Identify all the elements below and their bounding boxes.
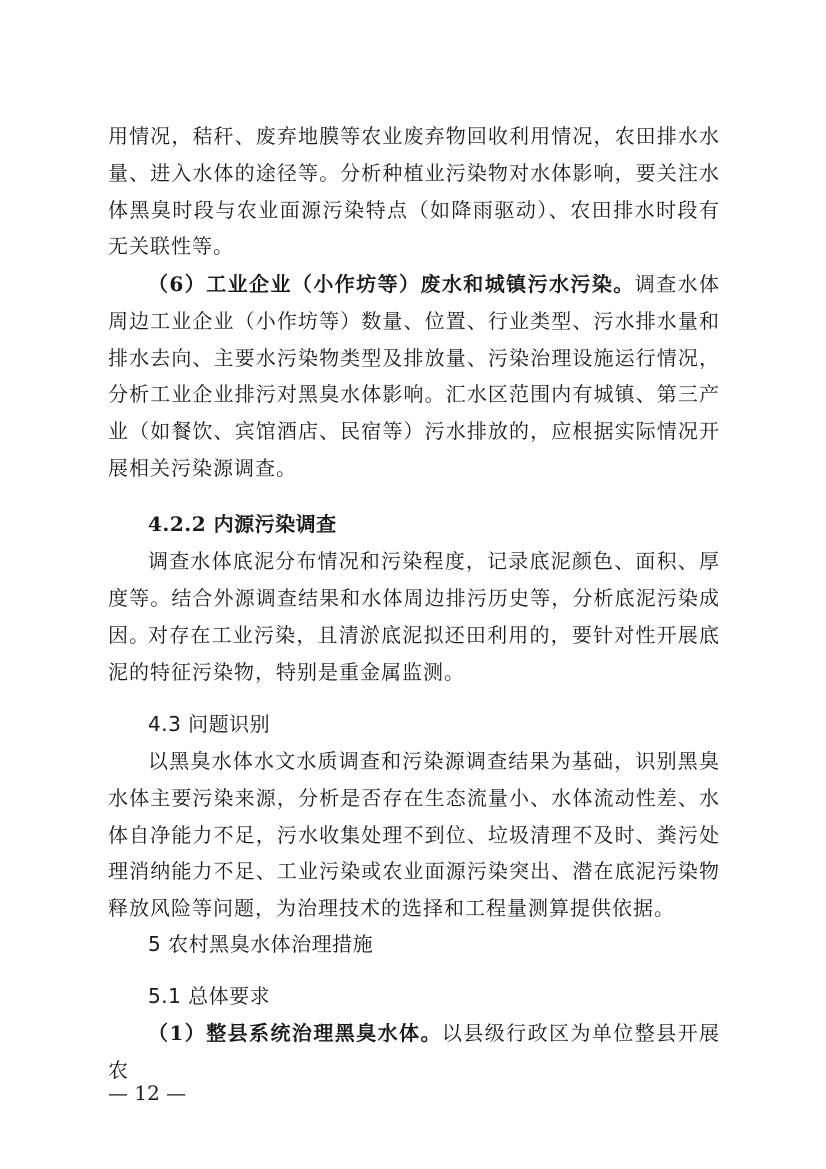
paragraph-lead-industrial: （6）工业企业（小作坊等）废水和城镇污水污染。	[148, 272, 635, 296]
paragraph-body-county: 以县级行政区为单位整县开展农	[108, 1021, 721, 1082]
paragraph-body-industrial: 调查水体周边工业企业（小作坊等）数量、位置、行业类型、污水排水量和排水去向、主要水污染物类型及排放量、污染治理设施运行情况，分析工业企业排污对黑臭水体影响。汇水区范围内有城镇、第三产业（如餐饮、宾馆酒店、民宿等）污水排放的，应根据实际情况开展相关污染源调查。	[108, 272, 720, 480]
paragraph-lead-county: （1）整县系统治理黑臭水体。	[148, 1021, 442, 1045]
paragraph-county-governance	[108, 1015, 720, 1089]
heading-5-1: 5.1 总体要求	[148, 984, 271, 1008]
paragraph-industrial-pollution	[108, 266, 720, 487]
page-number: — 12 —	[108, 1081, 187, 1105]
paragraph-agricultural-waste: 用情况，秸秆、废弃地膜等农业废弃物回收利用情况，农田排水水量、进入水体的途径等。分析种植业污染物对水体影响，要关注水体黑臭时段与农业面源污染特点（如降雨驱动）、农田排水时段有无关联性等。	[108, 124, 720, 259]
paragraph-heavy-metal: 对存在工业污染，且清淤底泥拟还田利用的，要针对性开展底泥的特征污染物，特别是重金属监测。	[108, 623, 720, 684]
paragraph-problem-identification: 以黑臭水体水文水质调查和污染源调查结果为基础，识别黑臭水体主要污染来源，分析是否存在生态流量小、水体流动性差、水体自净能力不足，污水收集处理不到位、垃圾清理不及时、粪污处理消纳能力不足、工业污染或农业面源污染突出、潜在底泥污染物释放风险等问题，为治理技术的选择和工程量测算提供依据。	[108, 749, 720, 921]
heading-5: 5 农村黑臭水体治理措施	[148, 932, 374, 956]
heading-4-3: 4.3 问题识别	[148, 712, 271, 736]
paragraph-sediment-survey: 调查水体底泥分布情况和污染程度，记录底泥颜色、面积、厚度等。结合外源调查结果和水体周边排污历史等，分析底泥污染成因。	[108, 549, 720, 647]
heading-4-2-2: 4.2.2 内源污染调查	[148, 512, 337, 536]
